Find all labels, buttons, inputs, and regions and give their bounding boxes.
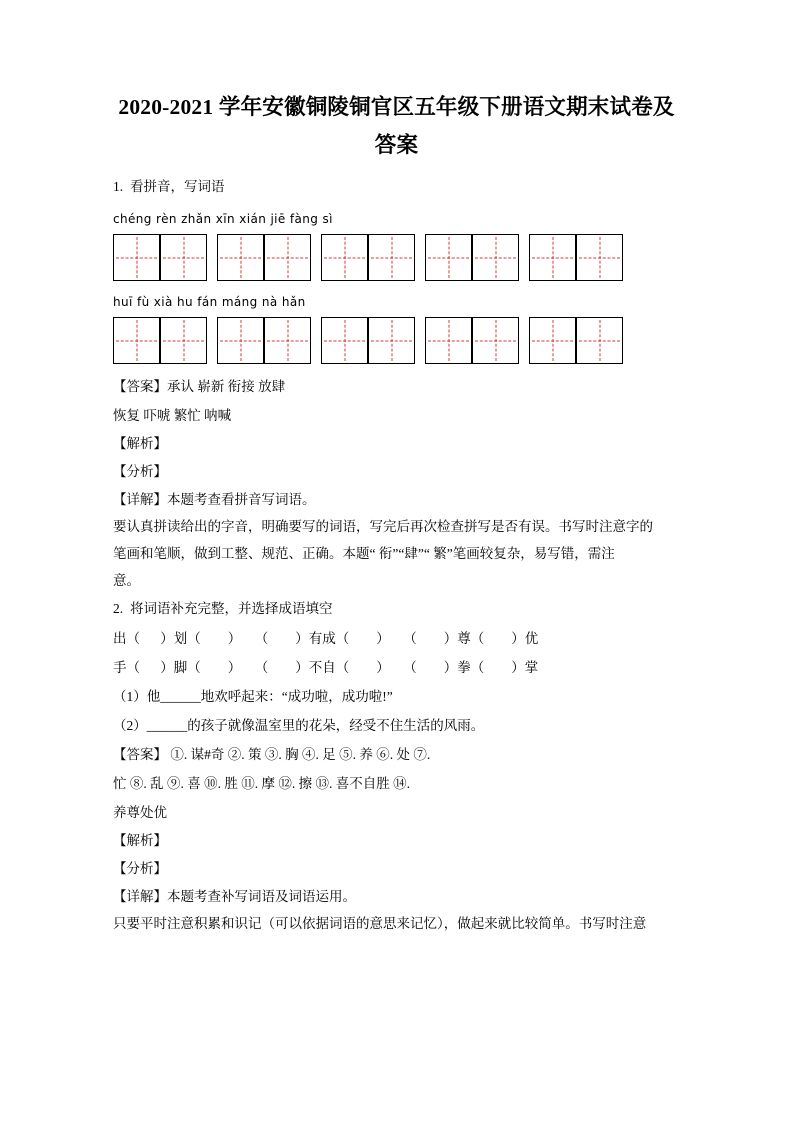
writing-grid-group bbox=[217, 234, 311, 281]
question-1-detail-line-4: 意。 bbox=[113, 573, 140, 588]
question-2-idiom-line-1: 出（ ）划（ ） （ ）有成（ ） （ ）尊（ ）优 bbox=[113, 631, 539, 646]
question-1-prompt: 看拼音，写词语 bbox=[130, 179, 225, 194]
question-1-pinyin-row-1: chéng rèn zhǎn xīn xián jiē fàng sì bbox=[113, 212, 333, 226]
writing-cell[interactable] bbox=[160, 317, 207, 364]
question-2-answer-line-2: 忙 ⑧. 乱 ⑨. 喜 ⑩. 胜 ⑪. 摩 ⑫. 擦 ⑬. 喜不自胜 ⑭. bbox=[113, 776, 410, 791]
writing-cell[interactable] bbox=[472, 234, 519, 281]
question-2-fill-1: （1）他______地欢呼起来：“成功啦，成功啦!” bbox=[113, 689, 393, 704]
question-1-detail-line-2: 要认真拼读给出的字音，明确要写的词语，写完后再次检查拼写是否有误。书写时注意字的 bbox=[113, 519, 653, 534]
page-title: 2020-2021 学年安徽铜陵铜官区五年级下册语文期末试卷及答案 bbox=[118, 95, 675, 157]
writing-cell[interactable] bbox=[529, 234, 576, 281]
question-2-fenxi-tag: 【分析】 bbox=[113, 861, 167, 876]
question-2-answer-line-1: 【答案】 ①. 谋#奇 ②. 策 ③. 胸 ④. 足 ⑤. 养 ⑥. 处 ⑦. bbox=[113, 747, 431, 762]
writing-grid-group bbox=[529, 317, 623, 364]
question-2-detail-line-2: 只要平时注意积累和识记（可以依据词语的意思来记忆），做起来就比较简单。书写时注意 bbox=[113, 916, 647, 931]
question-1-pinyin-row-2: huī fù xià hu fán máng nà hǎn bbox=[113, 295, 306, 309]
question-2-answer-line-3: 养尊处优 bbox=[113, 805, 167, 820]
writing-cell[interactable] bbox=[264, 317, 311, 364]
question-2-prompt: 将词语补充完整，并选择成语填空 bbox=[130, 601, 333, 616]
question-2-heading bbox=[113, 594, 680, 624]
question-1-grid-row-1 bbox=[113, 234, 680, 281]
writing-cell[interactable] bbox=[425, 234, 472, 281]
writing-cell[interactable] bbox=[217, 317, 264, 364]
writing-cell[interactable] bbox=[321, 317, 368, 364]
question-2-number: 2. bbox=[113, 601, 124, 616]
writing-grid-group bbox=[113, 234, 207, 281]
writing-cell[interactable] bbox=[160, 234, 207, 281]
question-2-fill-2: （2）______的孩子就像温室里的花朵，经受不住生活的风雨。 bbox=[113, 718, 485, 733]
writing-grid-group bbox=[529, 234, 623, 281]
writing-cell[interactable] bbox=[576, 317, 623, 364]
writing-cell[interactable] bbox=[529, 317, 576, 364]
writing-cell[interactable] bbox=[576, 234, 623, 281]
question-2-idiom-line-2: 手（ ）脚（ ） （ ）不自（ ） （ ）拳（ ）掌 bbox=[113, 660, 539, 675]
question-1-number: 1. bbox=[113, 179, 124, 194]
question-1-detail-line-3: 笔画和笔顺，做到工整、规范、正确。本题“ 衔”“肆”“ 繁”笔画较复杂，易写错，需注 bbox=[113, 546, 615, 561]
writing-grid-group bbox=[113, 317, 207, 364]
question-1-answer-line-2: 恢复 吓唬 繁忙 呐喊 bbox=[113, 408, 232, 423]
writing-cell[interactable] bbox=[368, 317, 415, 364]
writing-cell[interactable] bbox=[217, 234, 264, 281]
question-2-jiexi-tag: 【解析】 bbox=[113, 833, 167, 848]
writing-cell[interactable] bbox=[113, 317, 160, 364]
question-1-heading bbox=[113, 172, 680, 202]
writing-cell[interactable] bbox=[368, 234, 415, 281]
writing-cell[interactable] bbox=[113, 234, 160, 281]
question-1-grid-row-2 bbox=[113, 317, 680, 364]
writing-cell[interactable] bbox=[321, 234, 368, 281]
question-2-detail-line-1: 【详解】本题考查补写词语及词语运用。 bbox=[113, 889, 356, 904]
question-1-detail-line-1: 【详解】本题考查看拼音写词语。 bbox=[113, 492, 316, 507]
writing-cell[interactable] bbox=[425, 317, 472, 364]
writing-grid-group bbox=[321, 317, 415, 364]
question-1-fenxi-tag: 【分析】 bbox=[113, 464, 167, 479]
question-1-answer-line-1: 【答案】承认 崭新 衔接 放肆 bbox=[113, 379, 286, 394]
writing-cell[interactable] bbox=[264, 234, 311, 281]
writing-grid-group bbox=[321, 234, 415, 281]
writing-grid-group bbox=[425, 317, 519, 364]
writing-cell[interactable] bbox=[472, 317, 519, 364]
writing-grid-group bbox=[217, 317, 311, 364]
question-1-jiexi-tag: 【解析】 bbox=[113, 436, 167, 451]
writing-grid-group bbox=[425, 234, 519, 281]
